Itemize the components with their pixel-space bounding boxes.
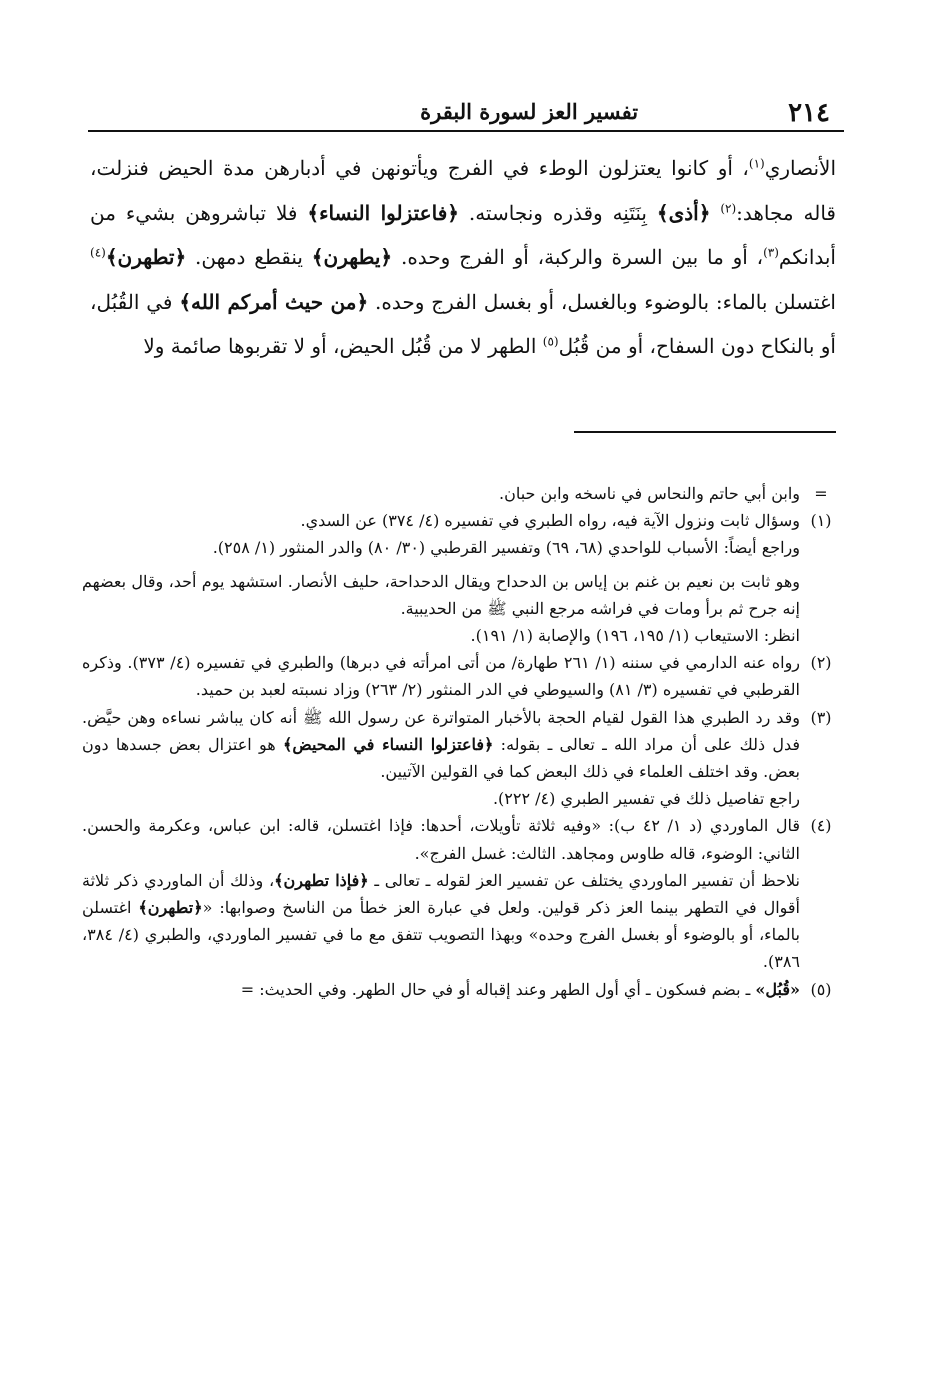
text-span: ينقطع دمهن. xyxy=(186,245,312,269)
running-title: تفسير العز لسورة البقرة xyxy=(420,99,639,124)
footnote-number: (٣) xyxy=(810,707,832,727)
footnote-ref: (٣) xyxy=(763,245,779,260)
quran-quote: ﴿فإذا تطهرن﴾ xyxy=(274,870,369,890)
page-number: ٢١٤ xyxy=(788,98,830,128)
footnote-1 xyxy=(82,507,842,649)
footnote-text: وهو ثابت بن نعيم بن غنم بن إياس بن الدحداح ويقال الدحداحة، حليف الأنصار. استشهد يوم أحد، وقال بعضهم إنه جرح ثم برأ ومات في فراشه مرجع النبي ﷺ من الحديبية. xyxy=(82,571,801,618)
term-quote: «قُبُل» xyxy=(755,979,800,999)
footnote-3 xyxy=(82,704,842,813)
text-span: ، وذلك أن الماوردي ذكر ثلاثة أقوال في التطهر بينما العز ذكر قولين. ولعل في عبارة العز خطأ من الناسخ وصوابها: « xyxy=(82,870,800,918)
text-span: نلاحظ أن تفسير الماوردي يختلف عن تفسير العز لقوله ـ تعالى ـ xyxy=(368,870,800,890)
text-span: ، أو ما بين السرة والركبة، أو الفرج وحده. xyxy=(392,245,764,269)
footnote-number: (٢) xyxy=(810,653,832,673)
text-span: اغتسلن بالماء: بالوضوء وبالغسل، أو بغسل الفرج وحده. xyxy=(368,289,836,314)
text-span: فلا تباشروهن بشيء من أبدانكم xyxy=(90,200,836,269)
footnote-5 xyxy=(82,976,842,1003)
quran-quote: ﴿تطهرن﴾ xyxy=(138,898,203,918)
footnote-text: قال الماوردي (د ١/ ٤٢ ب): «وفيه ثلاثة تأويلات، أحدها: فإذا اغتسلن، قاله: ابن عباس، وعكرمة والحسن. الثاني: الوضوء، قاله طاوس ومجاهد. الثالث: غسل الفرج». xyxy=(82,816,800,863)
footnote-continuation xyxy=(82,480,842,507)
header-rule xyxy=(88,130,844,132)
quran-quote: ﴿فاعتزلوا النساء﴾ xyxy=(307,200,459,225)
page-header xyxy=(88,84,844,128)
text-span: وقد رد الطبري هذا القول لقيام الحجة بالأخبار المتواترة عن رسول الله ﷺ أنه كان يباشر نساءه وهن حيَّض. فدل ذلك على أن مراد الله ـ تعالى ـ بقوله: xyxy=(82,707,801,754)
footnote-text: رواه عنه الدارمي في سننه (١/ ٢٦١ طهارة/ من أتى امرأته في دبرها) والطبري في تفسيره (٤/ ٣٧٣). وذكره القرطبي في تفسيره (٣/ ٨١) والسيوطي في الدر المنثور (٢/ ٢٦٣) وزاد نسبته لعبد بن حميد. xyxy=(82,653,801,700)
continuation-marker: = xyxy=(814,484,828,503)
text-span: في القُبُل، أو بالنكاح دون السفاح، أو من قُبُل xyxy=(90,289,836,358)
quran-quote: ﴿تطهرن﴾ xyxy=(105,245,187,269)
footnote-text: وابن أبي حاتم والنحاس في ناسخه وابن حبان. xyxy=(499,484,800,503)
footnote-text xyxy=(82,976,800,1003)
footnote-ref: (٢) xyxy=(720,200,737,215)
text-span: هو اعتزال بعض جسدها دون بعض. وقد اختلف العلماء في ذلك البعض كما في القولين الآتيين. xyxy=(82,734,800,782)
footnote-text xyxy=(82,704,800,786)
footnote-text: انظر: الاستيعاب (١/ ١٩٥، ١٩٦) والإصابة (١/ ١٩١). xyxy=(470,626,800,646)
footnote-ref: (٥) xyxy=(542,334,559,349)
footnote-number: (٥) xyxy=(810,979,832,999)
quran-quote: ﴿من حيث أمركم الله﴾ xyxy=(179,289,369,314)
main-text xyxy=(90,146,836,369)
footnotes xyxy=(82,480,842,1003)
footnote-ref: (٤) xyxy=(90,245,106,260)
footnote-separator xyxy=(574,431,836,433)
quran-quote: ﴿فاعتزلوا النساء في المحيض﴾ xyxy=(282,734,494,754)
footnote-text: وراجع أيضاً: الأسباب للواحدي (٦٨، ٦٩) وتفسير القرطبي (٣٠/ ٨٠) والدر المنثور (١/ ٢٥٨). xyxy=(212,538,800,558)
text-span: الأنصاري xyxy=(764,156,836,180)
footnote-number: (٤) xyxy=(810,816,832,836)
footnote-text: راجع تفاصيل ذلك في تفسير الطبري (٤/ ٢٢٢). xyxy=(492,789,800,809)
footnote-text xyxy=(82,867,800,976)
text-span: الطهر لا من قُبُل الحيض، أو لا تقربوها صائمة ولا xyxy=(143,334,543,358)
footnote-2 xyxy=(82,649,842,703)
footnote-number: (١) xyxy=(810,511,832,531)
footnote-text: وسؤال ثابت ونزول الآية فيه، رواه الطبري في تفسيره (٤/ ٣٧٤) عن السدي. xyxy=(300,511,800,531)
text-span: اغتسلن بالماء، أو بالوضوء أو بغسل الفرج وحده» وبهذا التصويب تتفق مع ما في تفسير الماوردي، والطبري (٤/ ٣٨٤، ٣٨٦). xyxy=(82,898,801,972)
footnote-ref: (١) xyxy=(748,156,765,171)
text-span: بِنَتَنِه وقذره ونجاسته. xyxy=(458,200,657,225)
quran-quote: ﴿أذى﴾ xyxy=(656,200,711,225)
quran-quote: ﴿يطهرن﴾ xyxy=(311,245,393,269)
main-paragraph xyxy=(90,146,836,369)
footnote-4 xyxy=(82,812,842,975)
text-span: ، أو كانوا يعتزلون الوطء في الفرج ويأتونهن في أدبارهن مدة الحيض فنزلت، قاله مجاهد: xyxy=(90,156,836,225)
text-span: ـ بضم فسكون ـ أي أول الطهر وعند إقباله أو في حال الطهر. وفي الحديث: = xyxy=(240,979,756,999)
